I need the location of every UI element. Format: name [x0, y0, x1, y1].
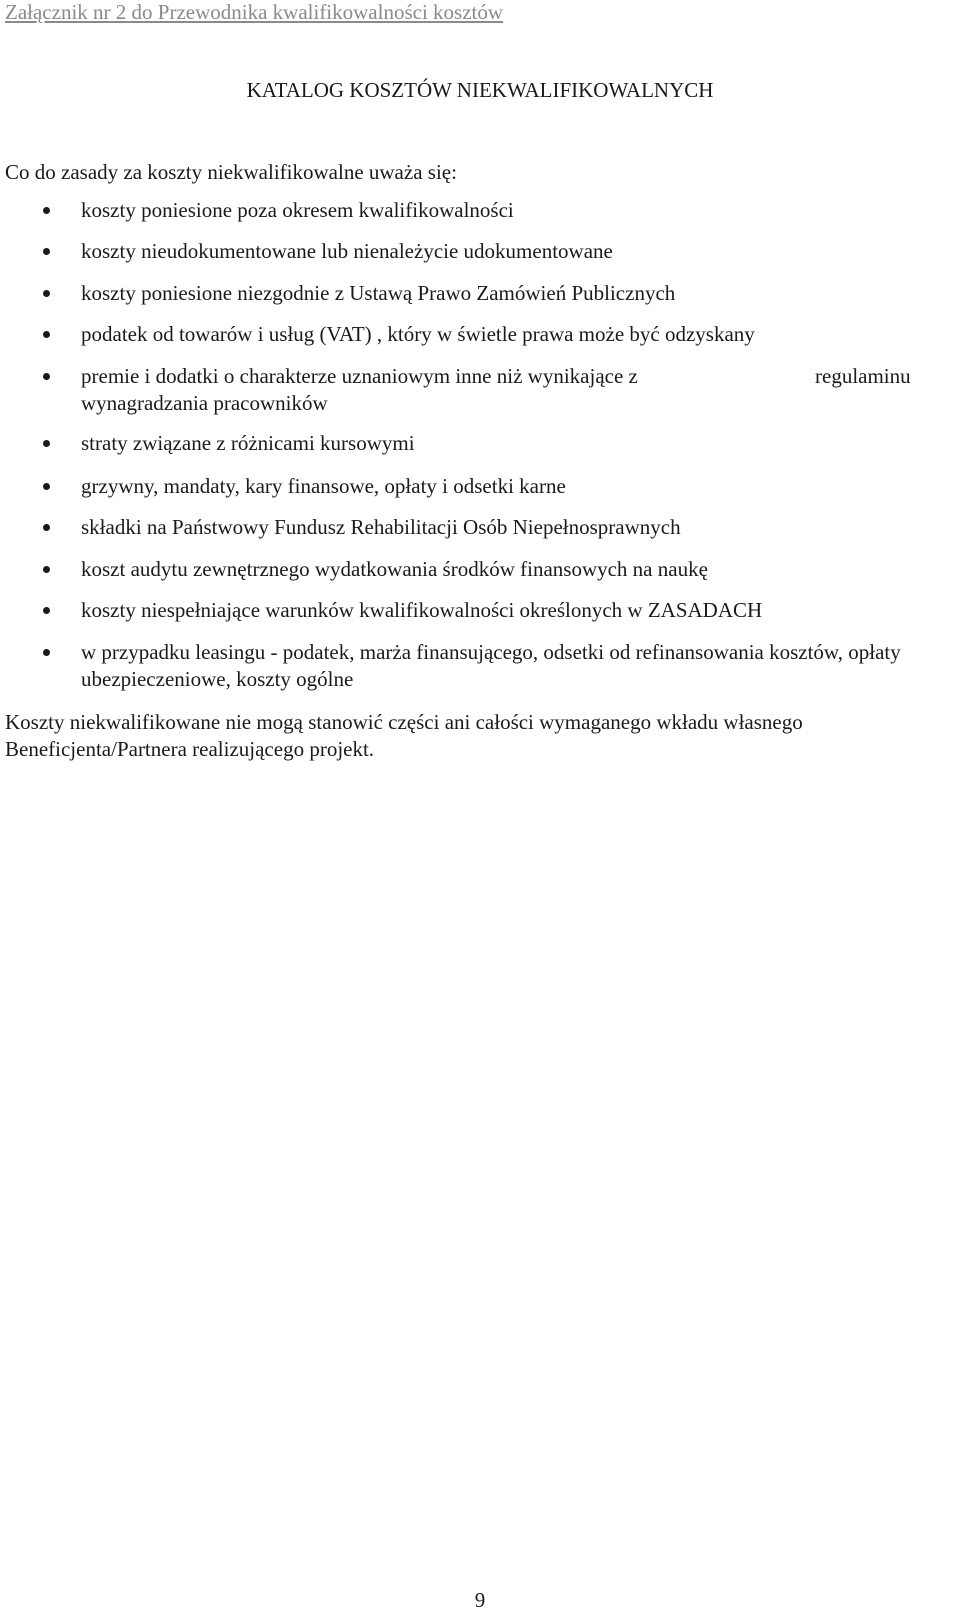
list-item-text: koszt audytu zewnętrznego wydatkowania środków finansowych na naukę — [81, 557, 708, 581]
document-title: KATALOG KOSZTÓW NIEKWALIFIKOWALNYCH — [246, 78, 714, 102]
bullet-icon — [43, 566, 50, 573]
list-item-text: koszty poniesione niezgodnie z Ustawą Prawo Zamówień Publicznych — [81, 281, 676, 305]
intro-paragraph: Co do zasady za koszty niekwalifikowalne uważa się: — [5, 160, 457, 184]
list-item-text: koszty nieudokumentowane lub nienależycie udokumentowane — [81, 239, 613, 263]
list-item-line-end: regulaminu — [815, 364, 911, 388]
bullet-icon — [43, 290, 50, 297]
list-item-line: wynagradzania pracowników — [81, 391, 328, 415]
list-item-text: koszty niespełniające warunków kwalifikowalności określonych w ZASADACH — [81, 598, 763, 622]
list-item-text: straty związane z różnicami kursowymi — [81, 431, 415, 455]
list-item-text: w przypadku leasingu - podatek, marża finansującego, odsetki od refinansowania kosztów, opłaty ubezpieczeniowe, koszty ogólne — [81, 640, 901, 691]
bullet-icon — [43, 440, 50, 447]
list-item-text: koszty poniesione poza okresem kwalifikowalności — [81, 198, 514, 222]
bullet-icon — [43, 649, 50, 656]
list-item-text: składki na Państwowy Fundusz Rehabilitacji Osób Niepełnosprawnych — [81, 515, 681, 539]
bullet-icon — [43, 524, 50, 531]
bullet-icon — [43, 483, 50, 490]
bullet-icon — [43, 207, 50, 214]
bullet-icon — [43, 607, 50, 614]
list-item-text: podatek od towarów i usług (VAT) , który w świetle prawa może być odzyskany — [81, 322, 755, 346]
list-item-text: grzywny, mandaty, kary finansowe, opłaty i odsetki karne — [81, 474, 566, 498]
bullet-icon — [43, 373, 50, 380]
list-item-text — [81, 363, 931, 417]
bullet-icon — [43, 248, 50, 255]
closing-paragraph: Koszty niekwalifikowane nie mogą stanowić części ani całości wymaganego wkładu własnego Beneficjenta/Partnera realizującego projekt. — [5, 710, 803, 761]
header-document-link[interactable]: Załącznik nr 2 do Przewodnika kwalifikowalności kosztów — [5, 0, 504, 24]
list-item-line: premie i dodatki o charakterze uznaniowym inne niż wynikające z — [81, 364, 638, 388]
bullet-icon — [43, 331, 50, 338]
page-number: 9 — [474, 1588, 486, 1612]
